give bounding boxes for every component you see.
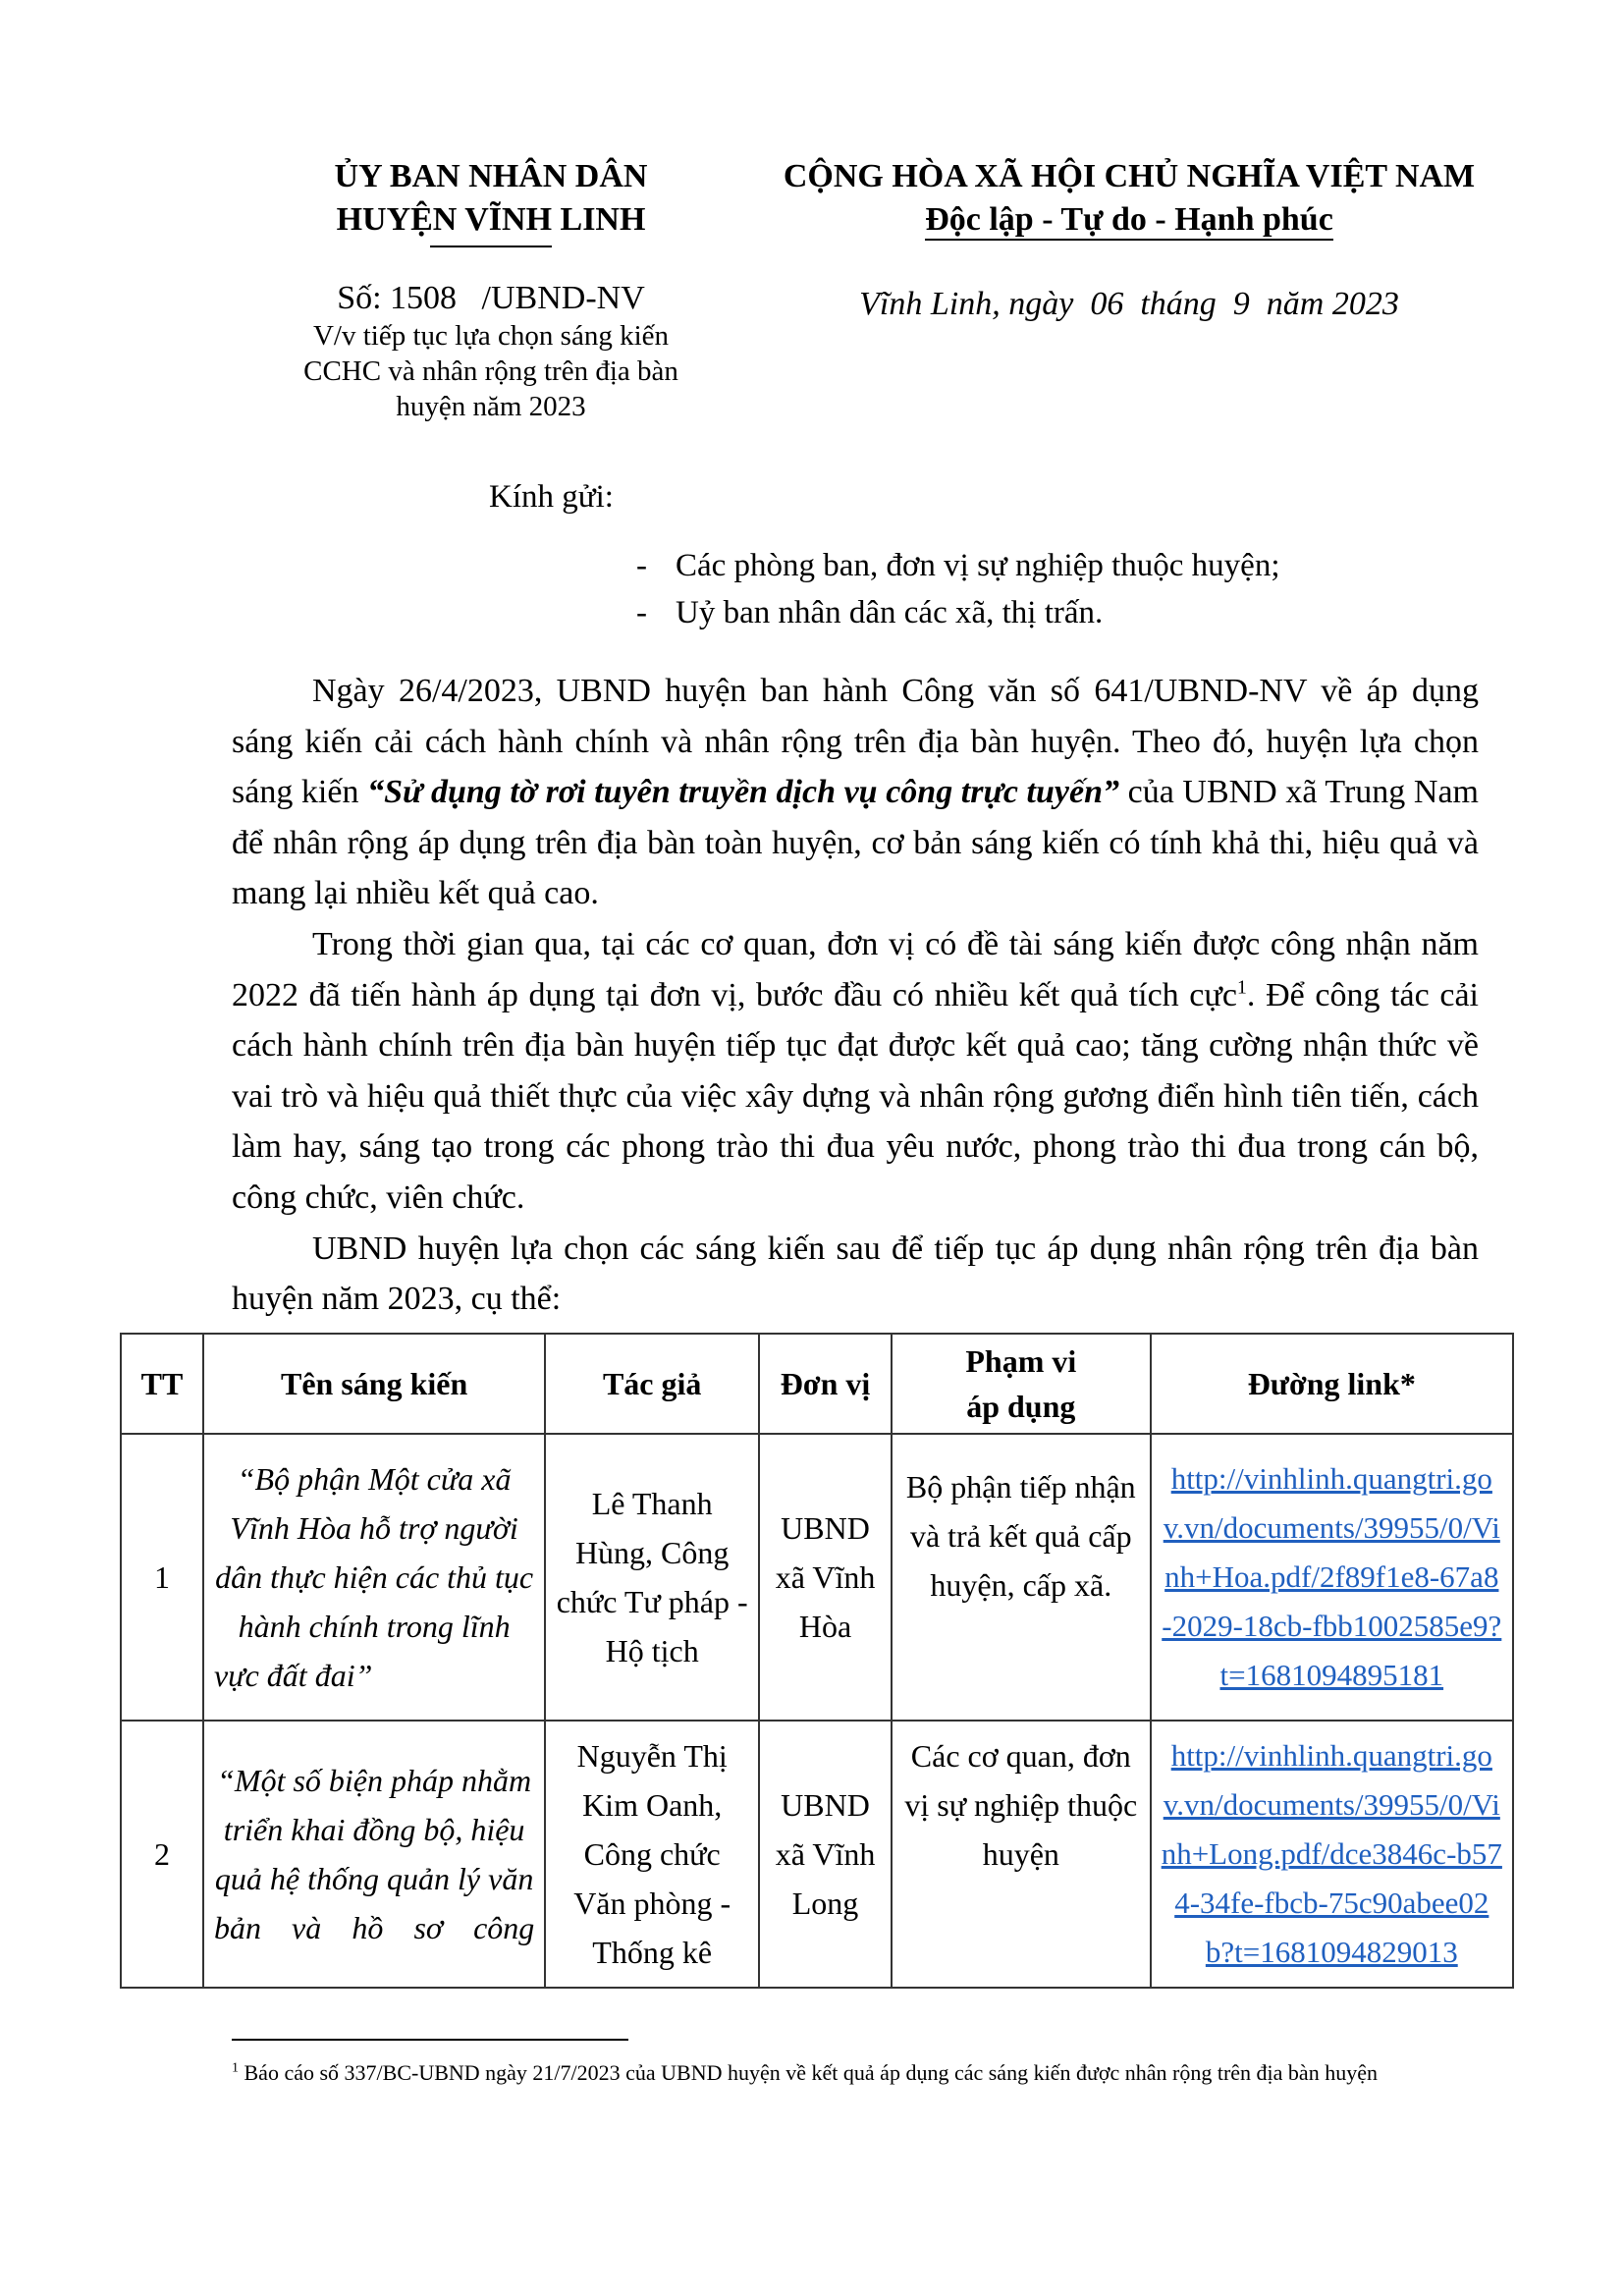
column-header-unit: Đơn vị xyxy=(759,1334,892,1434)
column-header-scope xyxy=(892,1334,1151,1434)
recipient-text: Các phòng ban, đơn vị sự nghiệp thuộc huyện; xyxy=(676,548,1280,583)
cell-title: “Bộ phận Một cửa xã Vĩnh Hòa hỗ trợ người dân thực hiện các thủ tục hành chính trong lĩnh vực đất đai” xyxy=(203,1434,545,1721)
scope-header-line1: Phạm vi xyxy=(965,1343,1077,1379)
cell-author: Nguyễn Thị Kim Oanh, Công chức Văn phòng - Thống kê xyxy=(545,1721,759,1988)
paragraph-text: Ngày 26/4/2023, UBND huyện ban hành Công văn số 641/UBND-NV về áp dụng sáng kiến cải cách hành chính và nhân rộng trên địa bàn huyện. Theo đó, huyện lựa chọn sáng kiến xyxy=(232,673,1479,811)
paragraph-text: Trong thời gian qua, tại các cơ quan, đơn vị có đề tài sáng kiến được công nhận năm 2022 đã tiến hành áp dụng tại đơn vị, bước đầu có nhiều kết quả tích cực xyxy=(232,925,1479,1013)
document-date: Vĩnh Linh, ngày 06 tháng 9 năm 2023 xyxy=(859,286,1399,322)
body-paragraph-1 xyxy=(232,666,1479,919)
addressee-label: Kính gửi: xyxy=(489,479,614,515)
column-header-title: Tên sáng kiến xyxy=(203,1334,545,1434)
issuing-authority-line2: HUYỆN VĨNH LINH xyxy=(336,201,646,238)
cell-scope: Bộ phận tiếp nhận và trả kết quả cấp huyện, cấp xã. xyxy=(892,1434,1151,1721)
paragraph-text: của UBND xã Trung Nam để nhân rộng áp dụng trên địa bàn toàn huyện, cơ bản sáng kiến có tính khả thi, hiệu quả và mang lại nhiều kết quả cao. xyxy=(232,774,1480,912)
national-motto-text: Độc lập - Tự do - Hạnh phúc xyxy=(925,201,1333,241)
column-header-author: Tác giả xyxy=(545,1334,759,1434)
footnote-text: Báo cáo số 337/BC-UBND ngày 21/7/2023 của UBND huyện về kết quả áp dụng các sáng kiến được nhân rộng trên địa bàn huyện xyxy=(239,2060,1378,2085)
initiative-name-emphasis: “Sử dụng tờ rơi tuyên truyền dịch vụ công trực tuyến” xyxy=(367,774,1119,811)
cell-tt: 2 xyxy=(121,1721,203,1988)
subject-line-1: V/v tiếp tục lựa chọn sáng kiến xyxy=(312,320,670,352)
table-header-row xyxy=(121,1334,1513,1434)
issuing-authority-block xyxy=(245,155,736,424)
recipient-text: Uỷ ban nhân dân các xã, thị trấn. xyxy=(676,595,1104,630)
recipient-item xyxy=(636,542,1280,589)
issuing-authority-line1: ỦY BAN NHÂN DÂN xyxy=(334,158,648,194)
cell-author: Lê Thanh Hùng, Công chức Tư pháp - Hộ tịch xyxy=(545,1434,759,1721)
cell-link xyxy=(1151,1721,1513,1988)
footnote-separator xyxy=(232,2039,628,2041)
document-link[interactable]: http://vinhlinh.quangtri.gov.vn/documents/39955/0/Vinh+Long.pdf/dce3846c-b574-34fe-fbcb-75c90abee02b?t=1681094829013 xyxy=(1161,1738,1502,1969)
subject-line-2: CCHC và nhân rộng trên địa bàn xyxy=(303,355,678,387)
document-link[interactable]: http://vinhlinh.quangtri.gov.vn/documents/39955/0/Vinh+Hoa.pdf/2f89f1e8-67a8-2029-18cb-fbb1002585e9?t=1681094895181 xyxy=(1162,1461,1502,1692)
authority-underline xyxy=(430,246,552,247)
body-text xyxy=(232,666,1479,1325)
initiatives-table xyxy=(120,1333,1514,1989)
table-row xyxy=(121,1434,1513,1721)
scope-header-line2: áp dụng xyxy=(966,1389,1076,1424)
cell-unit: UBND xã Vĩnh Long xyxy=(759,1721,892,1988)
footnote-number: 1 xyxy=(232,2060,239,2076)
bullet-dash: - xyxy=(636,595,647,630)
cell-title: “Một số biện pháp nhằm triển khai đồng bộ, hiệu quả hệ thống quản lý văn bản và hồ sơ công xyxy=(203,1721,545,1988)
cell-unit: UBND xã Vĩnh Hòa xyxy=(759,1434,892,1721)
recipient-list xyxy=(636,542,1280,636)
table-row xyxy=(121,1721,1513,1988)
column-header-tt: TT xyxy=(121,1334,203,1434)
subject-line-3: huyện năm 2023 xyxy=(396,391,586,422)
paragraph-text: . Để công tác cải cách hành chính trên địa bàn huyện tiếp tục đạt được kết quả cao; tăng cường nhận thức về vai trò và hiệu quả thiết thực của việc xây dựng và nhân rộng gương điển hình tiên tiến, cách làm hay, sáng tạo trong các phong trào thi đua yêu nước, phong trào thi đua trong cán bộ, công chức, viên chức. xyxy=(232,976,1479,1216)
cell-tt: 1 xyxy=(121,1434,203,1721)
national-title: CỘNG HÒA XÃ HỘI CHỦ NGHĨA VIỆT NAM xyxy=(783,158,1476,194)
cell-link xyxy=(1151,1434,1513,1721)
document-number: Số: 1508 /UBND-NV xyxy=(337,280,645,316)
body-paragraph-3: UBND huyện lựa chọn các sáng kiến sau để tiếp tục áp dụng nhân rộng trên địa bàn huyện năm 2023, cụ thể: xyxy=(232,1230,1479,1318)
body-paragraph-2 xyxy=(232,919,1479,1224)
national-header-block xyxy=(736,155,1522,324)
national-motto xyxy=(736,198,1522,242)
footnote xyxy=(232,2058,1479,2088)
cell-scope: Các cơ quan, đơn vị sự nghiệp thuộc huyện xyxy=(892,1721,1151,1988)
bullet-dash: - xyxy=(636,548,647,583)
column-header-link: Đường link* xyxy=(1151,1334,1513,1434)
footnote-reference[interactable]: 1 xyxy=(1236,976,1247,999)
recipient-item xyxy=(636,589,1280,636)
